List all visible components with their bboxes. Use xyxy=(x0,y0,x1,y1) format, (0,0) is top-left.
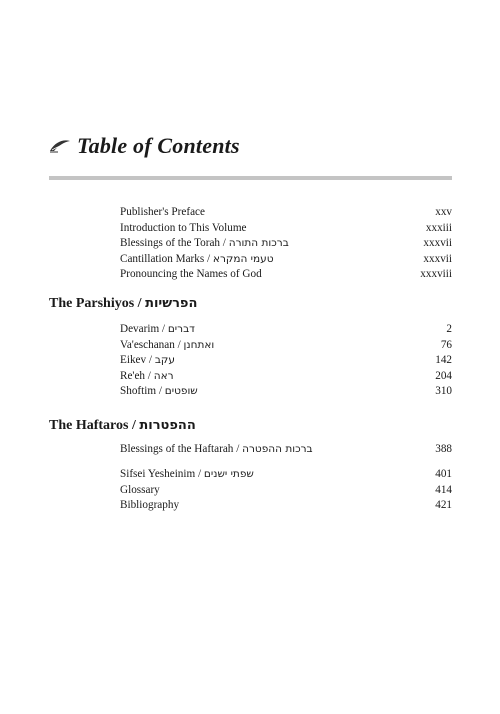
toc-entry-page-number: 414 xyxy=(435,483,452,496)
page-title: Table of Contents xyxy=(77,133,240,158)
back-matter-list xyxy=(120,467,452,514)
toc-entry-page-number: xxv xyxy=(435,206,452,218)
toc-entry-label: Devarim / xyxy=(120,323,168,335)
toc-entry-page-number: 204 xyxy=(435,369,452,382)
toc-entry-label: Blessings of the Torah / xyxy=(120,237,229,249)
toc-entry-label: Cantillation Marks / xyxy=(120,252,213,265)
parshiyos-heading-label: The Parshiyos / xyxy=(49,296,146,311)
haftaros-heading-label: The Haftaros / xyxy=(49,418,140,433)
toc-entry-title xyxy=(120,267,420,283)
title-divider xyxy=(49,176,452,180)
toc-entry-label: Publisher's Preface xyxy=(120,206,205,218)
toc-entry-page-number: 421 xyxy=(435,499,452,511)
haftaros-heading-hebrew: ההפטרות xyxy=(139,418,196,433)
toc-entry[interactable] xyxy=(120,338,452,354)
haftaros-list xyxy=(120,442,452,458)
toc-entry-hebrew: דברים xyxy=(167,323,195,335)
toc-entry[interactable] xyxy=(120,442,452,458)
toc-entry-title xyxy=(120,467,435,483)
toc-entry-hebrew: ואתחנן xyxy=(183,338,215,351)
toc-entry-title xyxy=(120,322,446,338)
toc-entry-title xyxy=(120,252,423,268)
toc-entry-label: Pronouncing the Names of God xyxy=(120,268,262,280)
haftaros-heading xyxy=(49,418,196,434)
toc-entry-title xyxy=(120,221,426,237)
toc-entry-hebrew: ראה xyxy=(153,369,174,382)
toc-entry-hebrew: ברכות ההפטרה xyxy=(242,443,313,455)
toc-entry-page-number: xxxvii xyxy=(423,252,452,265)
toc-entry[interactable] xyxy=(120,205,452,221)
toc-entry-hebrew: עקב xyxy=(154,354,175,366)
parshiyos-list xyxy=(120,322,452,400)
toc-entry[interactable] xyxy=(120,483,452,499)
quill-icon xyxy=(49,138,71,154)
parshiyos-heading xyxy=(49,296,197,312)
toc-entry-title xyxy=(120,205,435,221)
toc-entry-title xyxy=(120,369,435,385)
toc-entry[interactable] xyxy=(120,384,452,400)
toc-entry-page-number: xxxvii xyxy=(423,237,452,249)
toc-entry-page-number: 388 xyxy=(435,443,452,455)
page-title-group xyxy=(49,128,240,164)
toc-entry-title xyxy=(120,353,435,369)
toc-entry-hebrew: שופטים xyxy=(164,385,198,397)
toc-entry-label: Re'eh / xyxy=(120,369,154,382)
parshiyos-heading-hebrew: הפרשיות xyxy=(145,296,198,311)
toc-entry-hebrew: ברכות התורה xyxy=(228,237,289,249)
toc-entry-label: Va'eschanan / xyxy=(120,338,184,351)
toc-entry-title xyxy=(120,442,435,458)
toc-entry-page-number: 310 xyxy=(435,385,452,397)
toc-entry[interactable] xyxy=(120,221,452,237)
toc-entry-page-number: 2 xyxy=(446,323,452,335)
toc-entry-page-number: xxxiii xyxy=(425,221,452,234)
toc-entry-label: Shoftim / xyxy=(120,385,165,397)
toc-entry-title xyxy=(120,384,435,400)
toc-entry[interactable] xyxy=(120,369,452,385)
toc-entry[interactable] xyxy=(120,236,452,252)
toc-entry-label: Glossary xyxy=(120,483,160,496)
toc-entry-page-number: 142 xyxy=(435,354,452,366)
toc-entry-title xyxy=(120,498,435,514)
toc-entry[interactable] xyxy=(120,252,452,268)
toc-entry-label: Blessings of the Haftarah / xyxy=(120,443,243,455)
toc-entry-title xyxy=(120,338,441,354)
toc-entry-page-number: 76 xyxy=(440,338,452,351)
toc-entry[interactable] xyxy=(120,498,452,514)
toc-entry-title xyxy=(120,483,435,499)
toc-entry[interactable] xyxy=(120,353,452,369)
toc-entry-title xyxy=(120,236,423,252)
toc-entry-page-number: 401 xyxy=(435,468,452,480)
toc-entry-label: Sifsei Yesheinim / xyxy=(120,468,204,480)
toc-entry-label: Eikev / xyxy=(120,354,155,366)
toc-entry-hebrew: שפתי ישנים xyxy=(203,468,254,480)
toc-entry[interactable] xyxy=(120,322,452,338)
toc-entry-label: Bibliography xyxy=(120,499,180,511)
toc-entry-page-number: xxxviii xyxy=(420,268,452,280)
toc-entry[interactable] xyxy=(120,467,452,483)
toc-entry-label: Introduction to This Volume xyxy=(120,221,247,234)
front-matter-list xyxy=(120,205,452,283)
toc-entry[interactable] xyxy=(120,267,452,283)
toc-entry-hebrew: טעמי המקרא xyxy=(212,252,274,265)
